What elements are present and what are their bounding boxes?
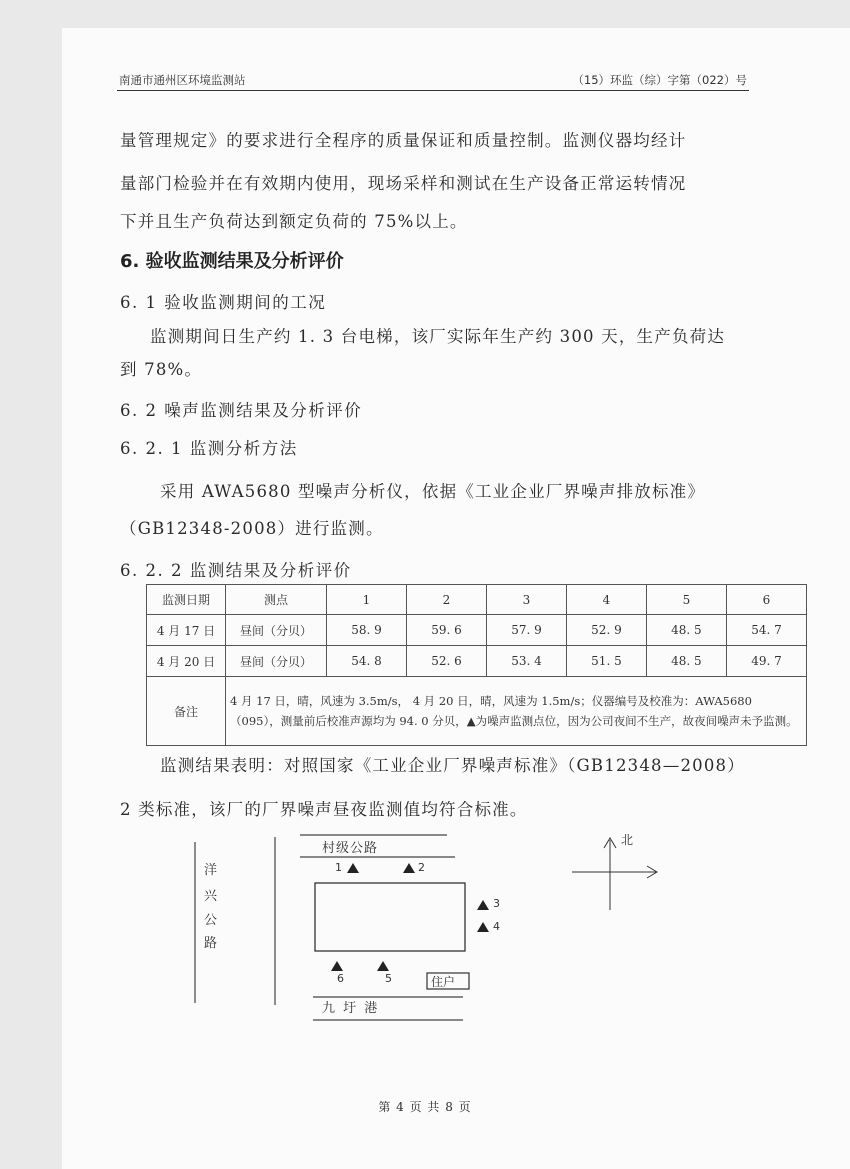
table-cell: 59. 6 [406,615,486,646]
table-cell: 54. 8 [327,646,407,677]
table-header-cell: 1 [327,585,407,615]
subsection-heading: 6. 2. 1 监测分析方法 [120,439,298,458]
road-label-left-char: 兴 [204,889,218,904]
point-1-label: 1 [335,861,342,874]
monitoring-point-1-icon [347,863,359,873]
table-cell: 53. 4 [486,646,566,677]
paragraph-line: （GB12348-2008）进行监测。 [120,519,384,538]
table-cell: 51. 5 [566,646,646,677]
table-row [147,646,807,677]
table-cell: 57. 9 [486,615,566,646]
paragraph-line: 下并且生产负荷达到额定负荷的 75%以上。 [120,212,468,231]
road-label-left-char: 公 [204,913,218,928]
monitoring-point-6-icon [331,961,343,971]
point-4-label: 4 [493,920,500,933]
note-cell: 4 月 17 日，晴，风速为 3.5m/s， 4 月 20 日，晴，风速为 1.5m/s；仪器编号及校准为：AWA5680（095），测量前后校准声源均为 94. 0 分贝，▲为噪声监测点位，因为公司夜间不生产，故夜间噪声未予监测。 [226,677,807,746]
table-header-cell: 监测日期 [147,585,226,615]
point-5-label: 5 [385,972,392,985]
table-cell: 52. 6 [406,646,486,677]
table-header-cell: 5 [646,585,726,615]
conclusion-line: 监测结果表明：对照国家《工业企业厂界噪声标准》（GB12348—2008） [160,756,745,775]
page-footer: 第 4 页 共 8 页 [378,1100,472,1114]
subsection-heading: 6. 2. 2 监测结果及分析评价 [120,561,352,580]
road-label-left-char: 洋 [204,863,218,878]
diagram-lines [180,825,680,1025]
road-label-top: 村级公路 [322,841,379,856]
point-3-label: 3 [493,897,500,910]
conclusion-line: 2 类标准，该厂的厂界噪声昼夜监测值均符合标准。 [120,800,528,819]
table-cell: 昼间（分贝） [226,646,327,677]
table-header-row [147,585,807,615]
river-label: 九 圩 港 [322,1001,380,1016]
paragraph-line: 到 78%。 [120,360,203,379]
table-cell: 52. 9 [566,615,646,646]
section-heading: 6. 验收监测结果及分析评价 [120,251,344,272]
table-cell: 58. 9 [327,615,407,646]
paragraph-line: 量管理规定》的要求进行全程序的质量保证和质量控制。监测仪器均经计 [120,131,687,150]
table-row [147,615,807,646]
table-cell: 49. 7 [726,646,806,677]
road-label-left-char: 路 [204,936,218,951]
note-label-cell: 备注 [147,677,226,746]
noise-monitoring-table [146,584,807,746]
page-header [117,72,749,91]
table-cell: 昼间（分贝） [226,615,327,646]
subsection-heading: 6. 2 噪声监测结果及分析评价 [120,401,363,420]
point-6-label: 6 [337,972,344,985]
north-label: 北 [621,833,634,847]
table-header-cell: 测点 [226,585,327,615]
point-2-label: 2 [418,861,425,874]
paragraph-line: 量部门检验并在有效期内使用，现场采样和测试在生产设备正常运转情况 [120,174,687,193]
monitoring-point-2-icon [403,863,415,873]
table-cell: 54. 7 [726,615,806,646]
table-cell: 4 月 17 日 [147,615,226,646]
table-header-cell: 3 [486,585,566,615]
paragraph-line: 监测期间日生产约 1. 3 台电梯，该厂实际年生产约 300 天，生产负荷达 [150,327,726,346]
resident-label: 住户 [431,975,456,989]
table-header-cell: 4 [566,585,646,615]
table-note-row [147,677,807,746]
subsection-heading: 6. 1 验收监测期间的工况 [120,293,327,312]
organization-name: 南通市通州区环境监测站 [119,73,246,87]
monitoring-point-5-icon [377,961,389,971]
table-header-cell: 2 [406,585,486,615]
monitoring-point-3-icon [477,900,489,910]
paragraph-line: 采用 AWA5680 型噪声分析仪，依据《工业企业厂界噪声排放标准》 [160,482,706,501]
monitoring-point-4-icon [477,922,489,932]
table-cell: 48. 5 [646,646,726,677]
table-cell: 4 月 20 日 [147,646,226,677]
document-number: （15）环监（综）字第（022）号 [572,73,747,87]
monitoring-location-diagram [180,825,680,1025]
table-header-cell: 6 [726,585,806,615]
table-cell: 48. 5 [646,615,726,646]
